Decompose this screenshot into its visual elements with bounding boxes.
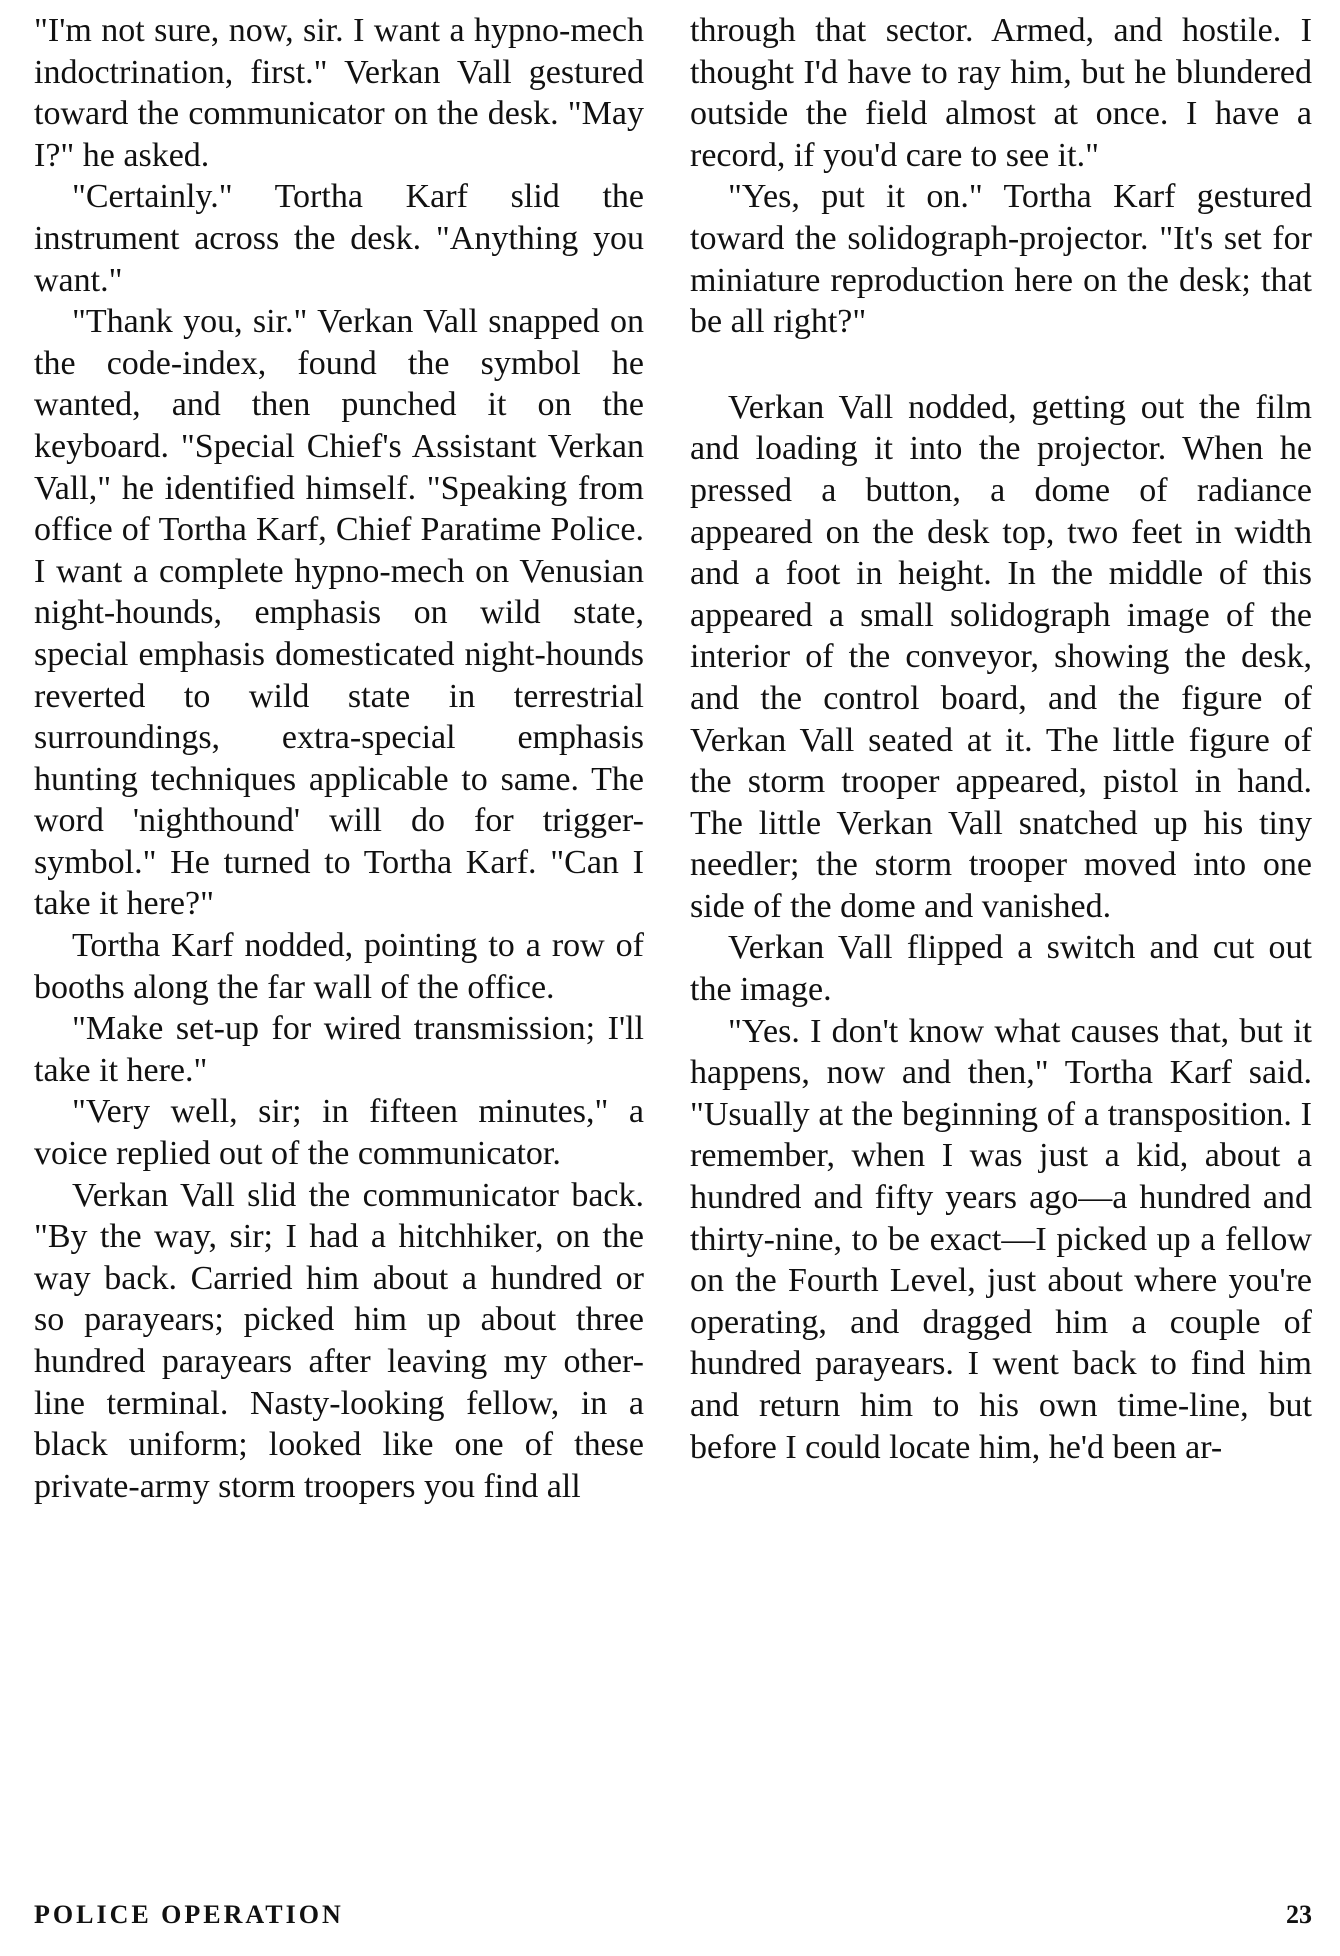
paragraph: through that sector. Armed, and hostile. I thought I'd have to ray him, but he blundered outside the field almost at once. I have a record, if you'd care to see it." bbox=[690, 12, 1312, 174]
page-footer bbox=[34, 1900, 1312, 1940]
paragraph: Verkan Vall flipped a switch and cut out the image. bbox=[690, 929, 1312, 1009]
paragraph: "Make set-up for wired transmission; I'll take it here." bbox=[34, 1010, 644, 1089]
left-text-column bbox=[34, 10, 644, 1507]
paragraph: Verkan Vall nodded, getting out the film and loading it into the projector. When he pressed a button, a dome of radiance appeared on the desk top, two feet in width and a foot in height. In the middle of this appeared a small solidograph image of the interior of the conveyor, showing the desk, and the control board, and the figure of Verkan Vall seated at it. The little figure of the storm trooper appeared, pistol in hand. The little Verkan Vall snatched up his tiny needler; the storm trooper moved into one side of the dome and vanished. bbox=[690, 388, 1312, 925]
paragraph: "Very well, sir; in fifteen minutes," a voice replied out of the communicator. bbox=[34, 1093, 644, 1173]
page-number: 23 bbox=[1286, 1900, 1312, 1929]
paragraph: Tortha Karf nodded, pointing to a row of booths along the far wall of the office. bbox=[34, 927, 644, 1006]
paragraph: "I'm not sure, now, sir. I want a hypno-mech indoctrination, first." Verkan Vall gestured toward the communicator on the desk. "May I?" he asked. bbox=[34, 12, 644, 174]
paragraph: "Thank you, sir." Verkan Vall snapped on the code-index, found the symbol he wanted, and then punched it on the keyboard. "Special Chief's Assistant Verkan Vall," he identified himself. "Speaking from office of Tortha Karf, Chief Paratime Police. I want a complete hypno-mech on Venusian night-hounds, emphasis on wild state, special emphasis domesticated night-hounds reverted to wild state in terrestrial surroundings, extra-special emphasis hunting techniques applicable to same. The word 'nighthound' will do for trigger-symbol." He turned to Tortha Karf. "Can I take it here?" bbox=[34, 303, 644, 923]
paragraph: "Yes, put it on." Tortha Karf gestured toward the solidograph-projector. "It's set for miniature reproduction here on the desk; that be all right?" bbox=[690, 178, 1312, 341]
paragraph: "Yes. I don't know what causes that, but it happens, now and then," Tortha Karf said. "Usually at the beginning of a transposition. I remember, when I was just a kid, about a hundred and fifty years ago—a hundred and thirty-nine, to be exact—I picked up a fellow on the Fourth Level, just about where you're operating, and dragged him a couple of hundred parayears. I went back to find him and return him to his own time-line, but before I could locate him, he'd been ar- bbox=[690, 1012, 1312, 1466]
paragraph: "Certainly." Tortha Karf slid the instrument across the desk. "Anything you want." bbox=[34, 178, 644, 299]
running-title: POLICE OPERATION bbox=[34, 1900, 344, 1929]
right-text-column bbox=[690, 10, 1312, 1468]
paragraph: Verkan Vall slid the communicator back. "By the way, sir; I had a hitchhiker, on the way back. Carried him about a hundred or so parayears; picked him up about three hundred parayears after leaving my other-line terminal. Nasty-looking fellow, in a black uniform; looked like one of these private-army storm troopers you find all bbox=[34, 1176, 644, 1505]
